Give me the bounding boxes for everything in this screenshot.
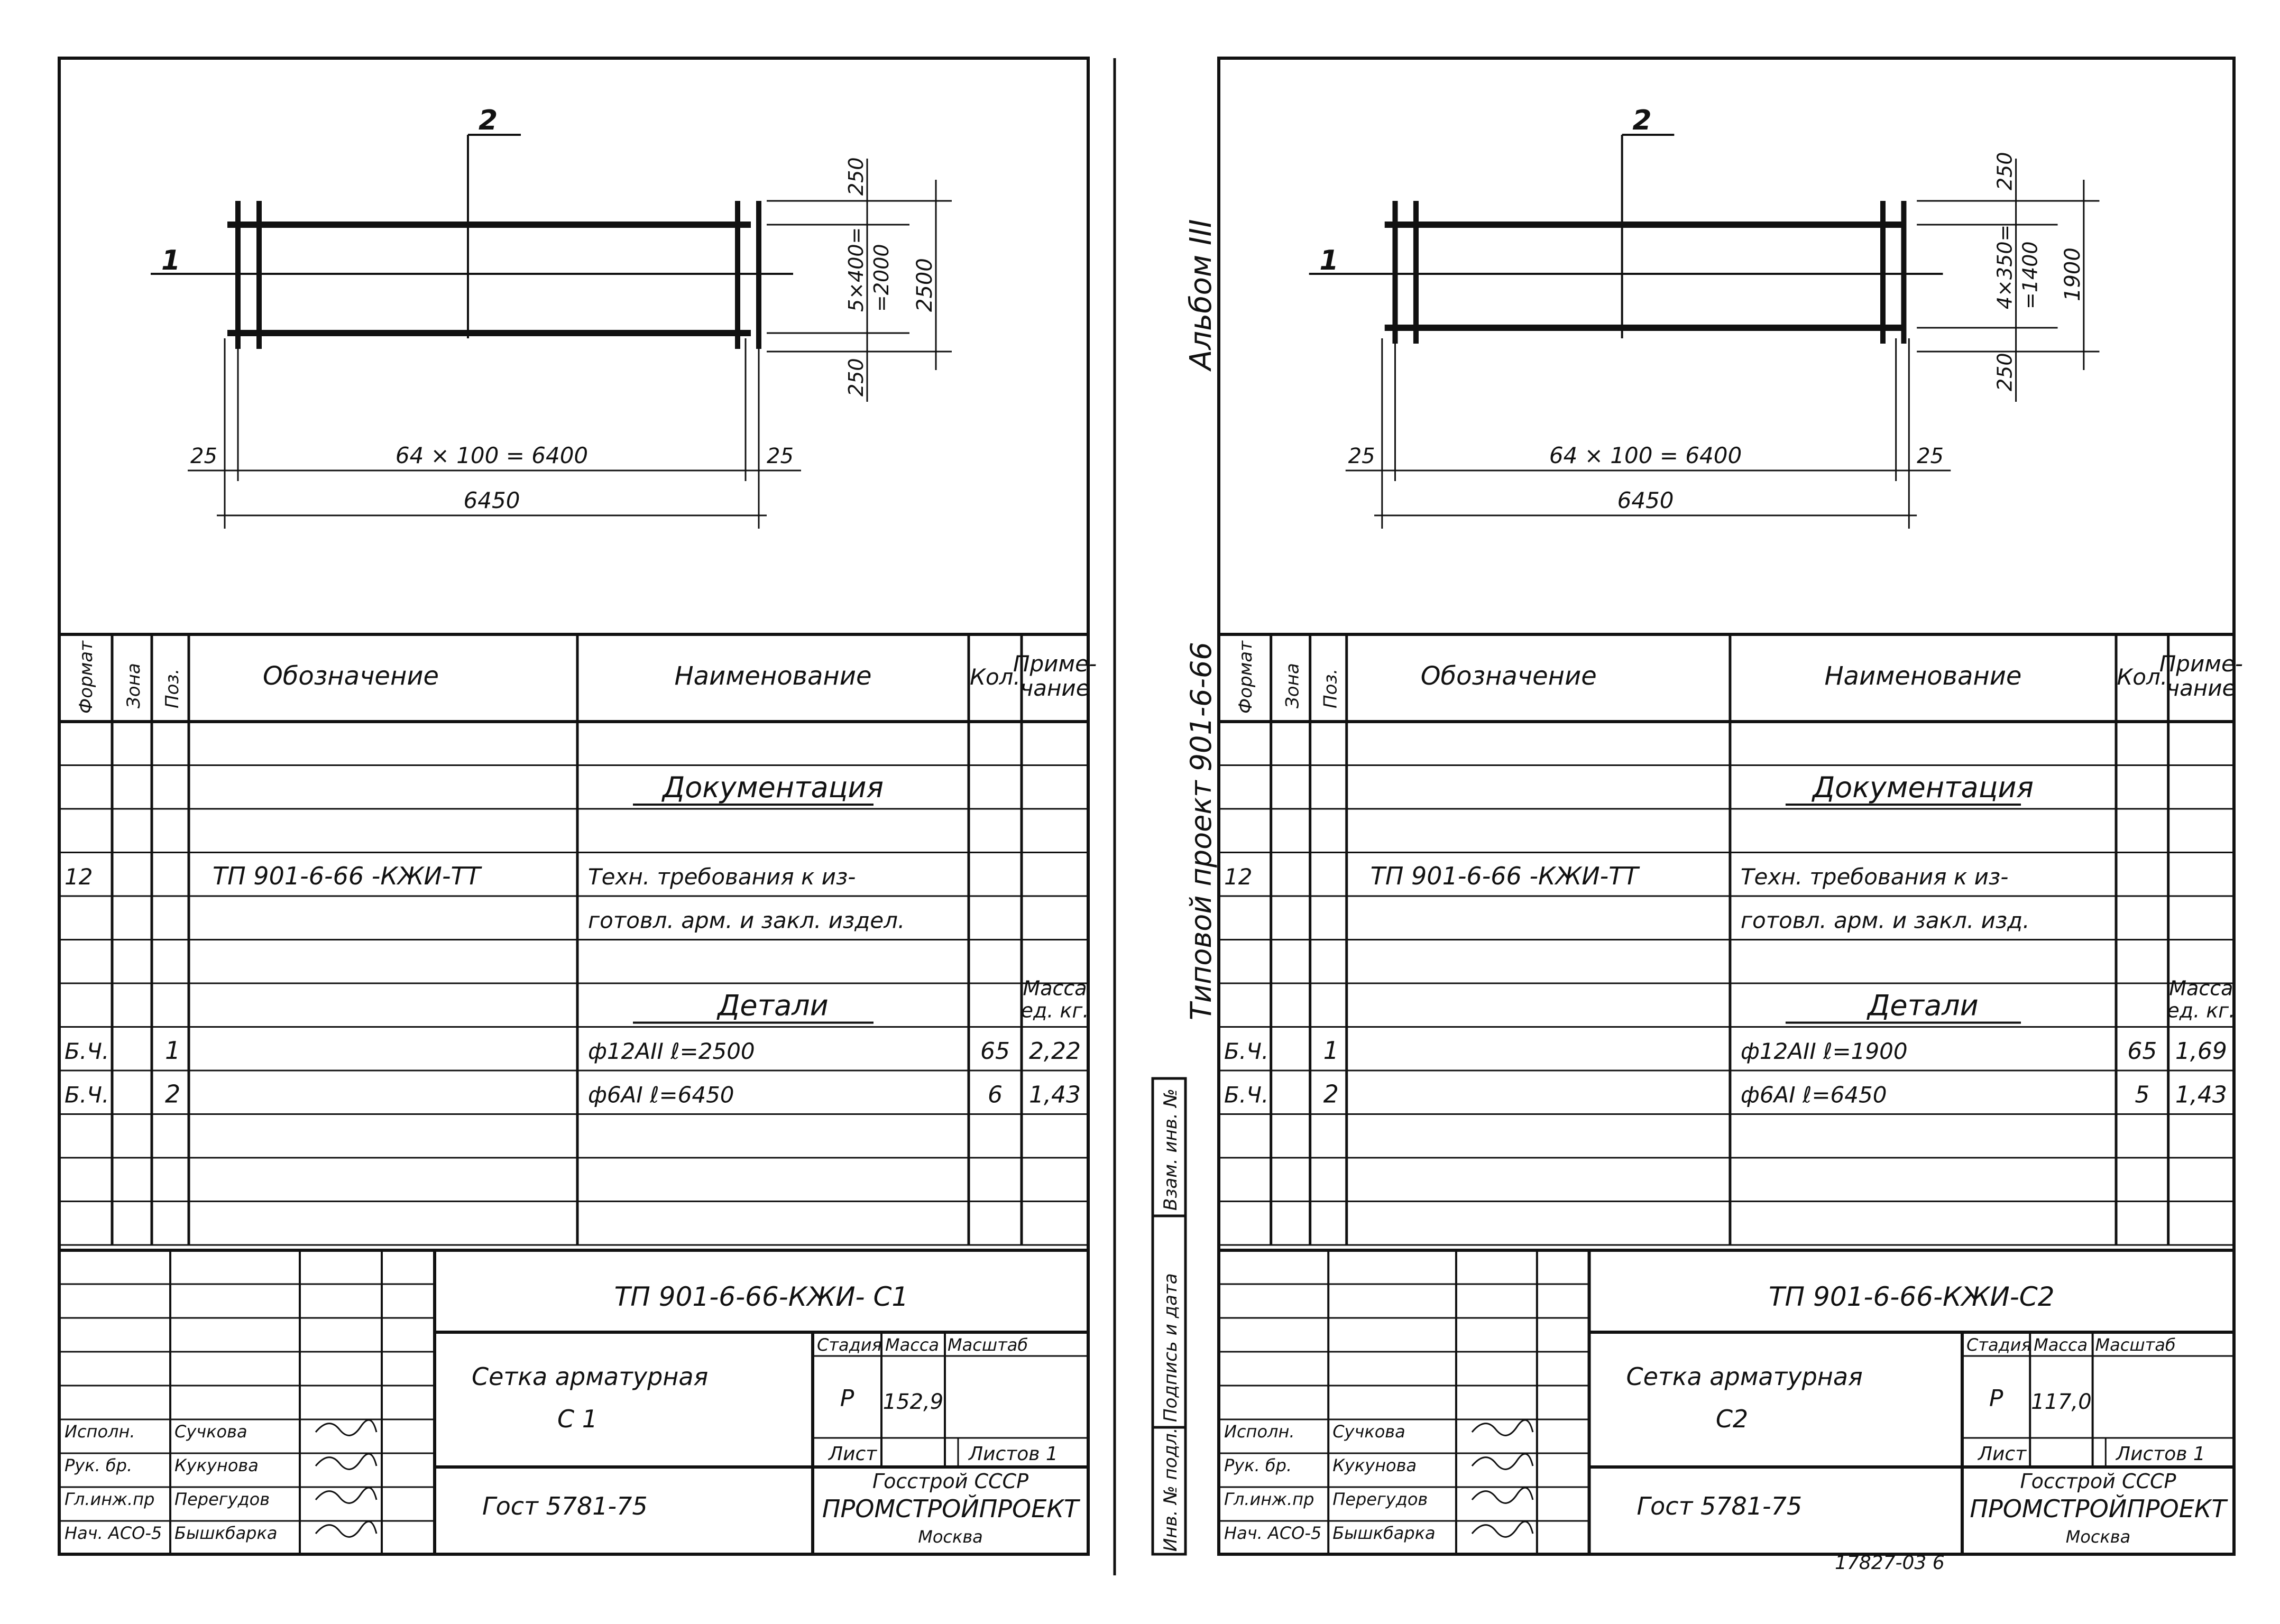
title-block <box>1219 1250 2234 1554</box>
dim-mid2: =2000 <box>870 244 893 312</box>
dim-total: 2500 <box>913 258 937 312</box>
header-qty: Кол. <box>2117 664 2168 690</box>
header-format: Формат <box>1235 641 1256 714</box>
role-name: Перегудов <box>1332 1489 1428 1509</box>
dim-overall: 6450 <box>463 487 520 513</box>
mass-label: Масса <box>885 1335 940 1355</box>
title-line2: С 1 <box>557 1405 598 1433</box>
signature-mark <box>1472 1521 1533 1537</box>
signature-mark <box>316 1454 376 1469</box>
section-mark-1: 1 <box>161 245 181 276</box>
header-pos: Поз. <box>162 668 183 708</box>
cell-name: ф6АI ℓ=6450 <box>588 1082 734 1108</box>
stage-label: Стадия <box>1966 1335 2031 1355</box>
section-mark-2: 2 <box>1632 105 1652 136</box>
dim-top: 250 <box>844 157 868 196</box>
spec-table <box>1219 634 2243 1245</box>
header-note: Приме-чание <box>2159 651 2243 702</box>
cell-qty: 65 <box>2127 1038 2157 1065</box>
header-zone: Зона <box>123 663 144 708</box>
role-name: Перегудов <box>174 1489 270 1509</box>
role-label: Рук. бр. <box>1224 1455 1292 1475</box>
cell-pos: 1 <box>1323 1036 1339 1065</box>
cell-format: Б.Ч. <box>1224 1038 1269 1064</box>
header-name: Наименование <box>674 661 872 691</box>
role-label: Исполн. <box>1224 1422 1295 1442</box>
title-block <box>59 1250 1088 1554</box>
sheet-c1 <box>59 58 1097 1554</box>
doc-code: ТП 901-6-66-КЖИ- С1 <box>614 1281 909 1312</box>
signature-mark <box>1472 1420 1533 1435</box>
sheets-label: Листов 1 <box>969 1443 1058 1465</box>
dim-overall: 6450 <box>1617 487 1674 513</box>
doc-code: ТП 901-6-66-КЖИ-С2 <box>1768 1281 2055 1312</box>
signature-mark <box>316 1521 376 1537</box>
mass-value: 152,9 <box>882 1390 944 1414</box>
mass-label: Масса <box>2034 1335 2088 1355</box>
section-mark-1: 1 <box>1319 245 1339 276</box>
signature-mark <box>316 1420 376 1435</box>
scale-label: Масштаб <box>2095 1335 2176 1355</box>
dim-bottom: 250 <box>1993 353 2017 391</box>
cell-note: 1,43 <box>1029 1081 1081 1109</box>
margin-stamp <box>1153 1078 1185 1554</box>
dim-total: 1900 <box>2060 247 2085 301</box>
project-label: Типовой проект 901-6-66 <box>1184 642 1218 1020</box>
mass-value: 117,0 <box>2031 1390 2092 1414</box>
cell-qty: 65 <box>980 1038 1010 1065</box>
cell-format: Б.Ч. <box>1224 1082 1269 1108</box>
dim-inner: 64 × 100 = 6400 <box>395 442 589 468</box>
cell-name: готовл. арм. и закл. издел. <box>588 907 905 934</box>
org-line1: Госстрой СССР <box>872 1470 1029 1493</box>
header-format: Формат <box>76 641 97 714</box>
section-mark-2: 2 <box>479 105 498 136</box>
stamp-swap: Взам. инв. № <box>1160 1088 1181 1211</box>
standard: Гост 5781-75 <box>482 1492 648 1520</box>
dim-left: 25 <box>1348 444 1375 468</box>
role-name: Бышкбарка <box>1332 1523 1436 1543</box>
cell-note: Масса ед. кг. <box>1021 976 1089 1022</box>
cell-name: Техн. требования к из- <box>588 864 856 890</box>
section-heading: Детали <box>1868 989 1979 1022</box>
header-note: Приме-чание <box>1013 651 1097 702</box>
role-label: Нач. АСО-5 <box>65 1523 162 1543</box>
cell-format: 12 <box>65 864 93 890</box>
role-name: Сучкова <box>174 1422 247 1442</box>
org-line2: ПРОМСТРОЙПРОЕКТ <box>822 1494 1079 1523</box>
sheets-label: Листов 1 <box>2116 1443 2205 1465</box>
header-designation: Обозначение <box>263 661 439 691</box>
signature-mark <box>1472 1488 1533 1503</box>
dim-mid: 4×350= <box>1993 224 2017 309</box>
spec-table <box>59 634 1097 1245</box>
header-name: Наименование <box>1824 661 2022 691</box>
role-label: Исполн. <box>65 1422 135 1442</box>
mesh-drawing <box>151 105 952 529</box>
section-heading: Документация <box>663 771 884 804</box>
org-line2: ПРОМСТРОЙПРОЕКТ <box>1970 1494 2227 1523</box>
sheet-label: Лист <box>829 1443 877 1465</box>
signature-mark <box>316 1488 376 1503</box>
sheet-label: Лист <box>1978 1443 2027 1465</box>
stamp-sign: Подпись и дата <box>1160 1273 1181 1422</box>
cell-designation: ТП 901-6-66 -КЖИ-ТТ <box>1370 862 1639 890</box>
cell-format: 12 <box>1224 864 1253 890</box>
title-line2: С2 <box>1715 1405 1749 1433</box>
dim-bottom: 250 <box>844 358 868 396</box>
role-name: Кукунова <box>1332 1455 1417 1475</box>
cell-note: 1,43 <box>2175 1081 2227 1109</box>
dim-mid2: =1400 <box>2018 241 2042 309</box>
stage-value: Р <box>1989 1385 2003 1412</box>
section-heading: Детали <box>718 989 829 1022</box>
stage-label: Стадия <box>817 1335 882 1355</box>
scale-label: Масштаб <box>948 1335 1028 1355</box>
title-line1: Сетка арматурная <box>1626 1362 1863 1391</box>
org-line1: Госстрой СССР <box>2020 1470 2176 1493</box>
dim-right: 25 <box>1917 444 1944 468</box>
cell-format: Б.Ч. <box>65 1038 109 1064</box>
role-name: Бышкбарка <box>174 1523 278 1543</box>
stamp-inv: Инв. № подл. <box>1160 1427 1181 1552</box>
album-label: Альбом III <box>1184 219 1218 370</box>
cell-name: Техн. требования к из- <box>1740 864 2009 890</box>
stage-value: Р <box>840 1385 854 1412</box>
role-label: Рук. бр. <box>65 1455 133 1475</box>
role-label: Гл.инж.пр <box>1224 1489 1314 1509</box>
cell-designation: ТП 901-6-66 -КЖИ-ТТ <box>213 862 481 890</box>
cell-note: Масса ед. кг. <box>2167 976 2236 1022</box>
cell-name: ф6АI ℓ=6450 <box>1740 1082 1887 1108</box>
cell-note: 1,69 <box>2175 1038 2227 1065</box>
section-heading: Документация <box>1812 771 2034 804</box>
org-line3: Москва <box>918 1527 983 1547</box>
cell-qty: 6 <box>988 1081 1003 1109</box>
dim-top: 250 <box>1993 152 2017 190</box>
signature-mark <box>1472 1454 1533 1469</box>
sheet-c2 <box>1219 58 2243 1554</box>
header-qty: Кол. <box>970 664 1021 690</box>
org-line3: Москва <box>2065 1527 2131 1547</box>
role-label: Нач. АСО-5 <box>1224 1523 1322 1543</box>
footer-code: 17827-03 6 <box>1835 1552 1945 1574</box>
mesh-drawing <box>1309 105 2100 529</box>
role-name: Сучкова <box>1332 1422 1405 1442</box>
cell-note: 2,22 <box>1029 1038 1081 1065</box>
dim-right: 25 <box>767 444 794 468</box>
cell-name: ф12АII ℓ=2500 <box>588 1038 755 1064</box>
header-pos: Поз. <box>1320 668 1341 708</box>
cell-format: Б.Ч. <box>65 1082 109 1108</box>
role-label: Гл.инж.пр <box>65 1489 155 1509</box>
cell-name: готовл. арм. и закл. изд. <box>1740 907 2030 934</box>
cell-pos: 2 <box>165 1079 181 1109</box>
cell-name: ф12АII ℓ=1900 <box>1740 1038 1908 1064</box>
header-designation: Обозначение <box>1420 661 1597 691</box>
header-zone: Зона <box>1282 663 1303 708</box>
cell-pos: 2 <box>1323 1079 1339 1109</box>
dim-inner: 64 × 100 = 6400 <box>1549 442 1742 468</box>
dim-mid: 5×400= <box>844 227 868 312</box>
cell-qty: 5 <box>2135 1081 2150 1109</box>
title-line1: Сетка арматурная <box>472 1362 709 1391</box>
dim-left: 25 <box>190 444 217 468</box>
standard: Гост 5781-75 <box>1637 1492 1803 1520</box>
cell-pos: 1 <box>165 1036 181 1065</box>
role-name: Кукунова <box>174 1455 259 1475</box>
